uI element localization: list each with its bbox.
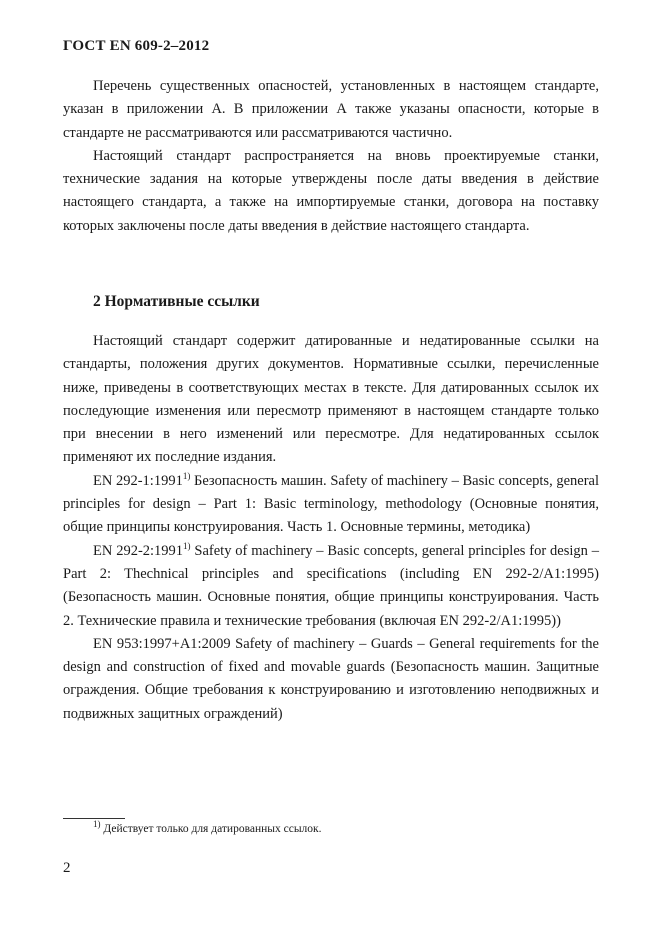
reference-text: Safety of machinery – Basic concepts, general principles for design – Part 2: Thechnical principles and specifications (including EN 292-2/A1:1995) (Безопасность машин. Основные понятия, общие принципы конструирования. Часть 2. Технические правила и технические требования (включая EN 292-2/A1:1995)) [63, 542, 599, 629]
reference-item [63, 540, 599, 633]
section-paragraph: Настоящий стандарт содержит датированные и недатированные ссылки на стандарты, положения других документов. Нормативные ссылки, перечисленные ниже, приведены в соответствующих местах в тексте. Для датированных ссылок их последующие изменения или пересмотр применяют в настоящем стандарте только при внесении в него изменений или пересмотре. Для недатированных ссылок применяют их последние издания. [63, 333, 599, 466]
footnote [93, 821, 322, 837]
footnote-marker: 1) [182, 470, 191, 481]
section-text [63, 330, 599, 726]
footnote-marker: 1) [183, 540, 191, 551]
reference-code: EN 292-2:1991 [93, 542, 184, 559]
page-number: 2 [63, 860, 71, 876]
document-header: ГОСТ EN 609-2–2012 [63, 38, 210, 54]
reference-item [63, 633, 599, 726]
reference-code: EN 953:1997+A1:2009 [93, 635, 231, 652]
footnote-marker: 1) [93, 819, 101, 830]
footnote-text: Действует только для датированных ссылок. [100, 823, 322, 835]
intro-paragraph: Перечень существенных опасностей, установленных в настоящем стандарте, указан в приложении А. В приложении А также указаны опасности, которые в стандарте не рассматриваются или рассматриваются частично. [63, 78, 599, 141]
intro-text [63, 75, 599, 238]
reference-text: Safety of machinery – Guards – General requirements for the design and construction of fixed and movable guards (Безопасность машин. Защитные ограждения. Общие требования к конструированию и изготовлению неподвижных и подвижных защитных ограждений) [63, 635, 599, 722]
intro-paragraph: Настоящий стандарт распространяется на вновь проектируемые станки, технические задания на которые утверждены после даты введения в действие настоящего стандарта, а также на импортируемые станки, договора на поставку которых заключены после даты введения в действие настоящего стандарта. [63, 147, 599, 234]
reference-text: Безопасность машин. Safety of machinery – Basic concepts, general principles for design – Part 1: Basic terminology, methodology (Основные понятия, общие принципы конструирования. Часть 1. Основные термины, методика) [63, 472, 600, 536]
section-heading: 2 Нормативные ссылки [93, 293, 260, 310]
reference-item [63, 470, 599, 540]
reference-code: EN 292-1:1991 [93, 472, 183, 489]
